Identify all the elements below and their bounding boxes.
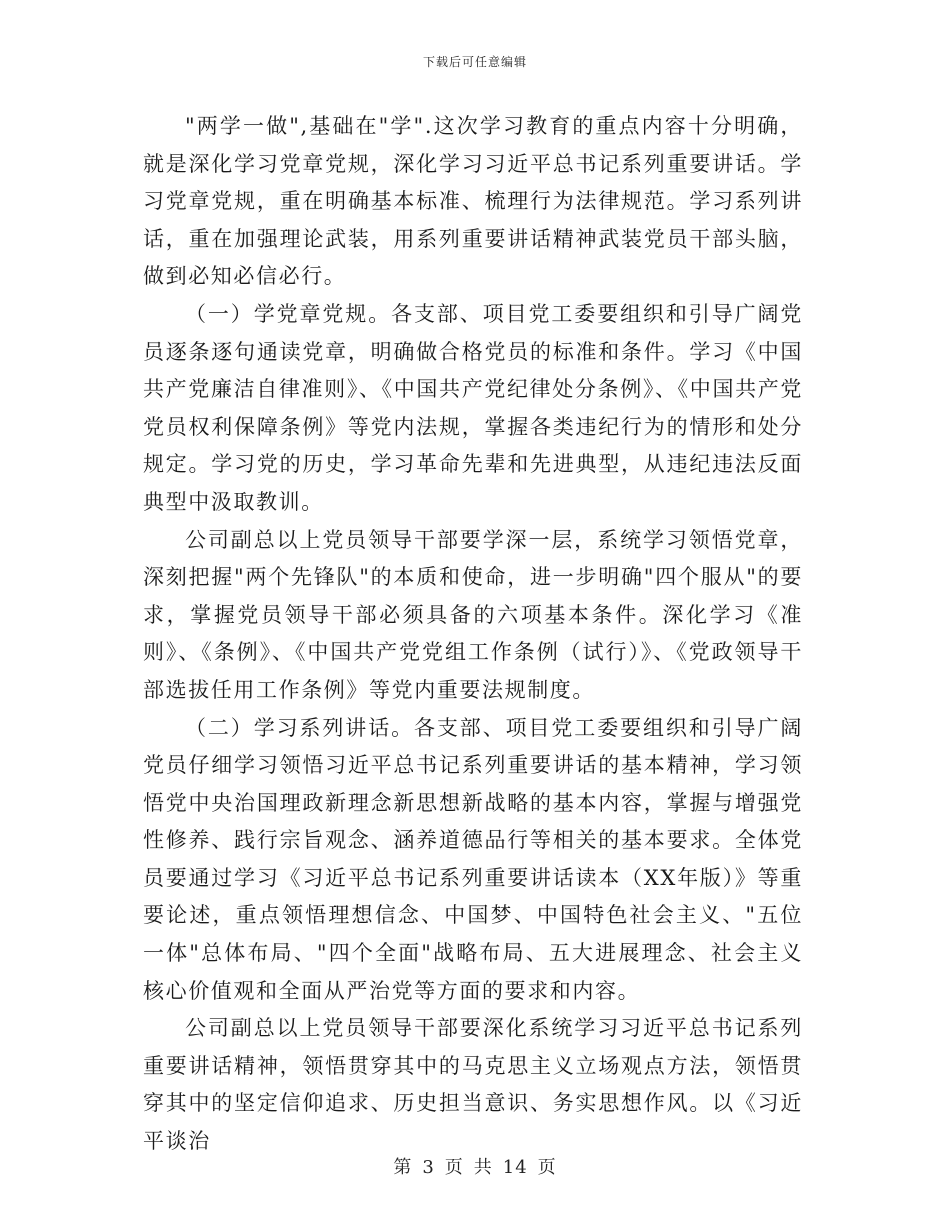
page-header: 下载后可任意编辑 <box>422 55 527 69</box>
footer-total-prefix: 共 <box>473 1157 493 1178</box>
footer-page-number: 3 <box>422 1157 435 1178</box>
document-body <box>143 108 803 1161</box>
paragraph-5: 公司副总以上党员领导干部要深化系统学习习近平总书记系列重要讲话精神，领悟贯穿其中的马克思主义立场观点方法，领悟贯穿其中的坚定信仰追求、历史担当意识、务实思想作风。以《习近平谈治 <box>143 1016 803 1154</box>
paragraph-4: （二）学习系列讲话。各支部、项目党工委要组织和引导广阔党员仔细学习领悟习近平总书记系列重要讲话的基本精神，学习领悟党中央治国理政新理念新思想新战略的基本内容，掌握与增强党性修养、践行宗旨观念、涵养道德品行等相关的基本要求。全体党员要通过学习《习近平总书记系列重要讲话读本（XX年版）》等重要论述，重点领悟理想信念、中国梦、中国特色社会主义、"五位一体"总体布局、"四个全面"战略布局、五大进展理念、社会主义核心价值观和全面从严治党等方面的要求和内容。 <box>143 715 803 1003</box>
paragraph-1: "两学一做",基础在"学".这次学习教育的重点内容十分明确，就是深化学习党章党规，深化学习习近平总书记系列重要讲话。学习党章党规，重在明确基本标准、梳理行为法律规范。学习系列讲话，重在加强理论武装，用系列重要讲话精神武装党员干部头脑，做到必知必信必行。 <box>143 114 803 289</box>
paragraph-3: 公司副总以上党员领导干部要学深一层，系统学习领悟党章，深刻把握"两个先锋队"的本质和使命，进一步明确"四个服从"的要求，掌握党员领导干部必须具备的六项基本条件。深化学习《准则》、《条例》、《中国共产党党组工作条例（试行）》、《党政领导干部选拔任用工作条例》等党内重要法规制度。 <box>143 527 803 702</box>
footer-total-pages: 14 <box>502 1157 528 1178</box>
footer-total-suffix: 页 <box>537 1157 557 1178</box>
footer-page-middle: 页 <box>444 1157 464 1178</box>
footer-page-prefix: 第 <box>393 1157 413 1178</box>
paragraph-2: （一）学党章党规。各支部、项目党工委要组织和引导广阔党员逐条逐句通读党章，明确做合格党员的标准和条件。学习《中国共产党廉洁自律准则》、《中国共产党纪律处分条例》、《中国共产党党员权利保障条例》等党内法规，掌握各类违纪行为的情形和处分规定。学习党的历史，学习革命先辈和先进典型，从违纪违法反面典型中汲取教训。 <box>143 301 803 514</box>
page-footer <box>0 1153 950 1179</box>
